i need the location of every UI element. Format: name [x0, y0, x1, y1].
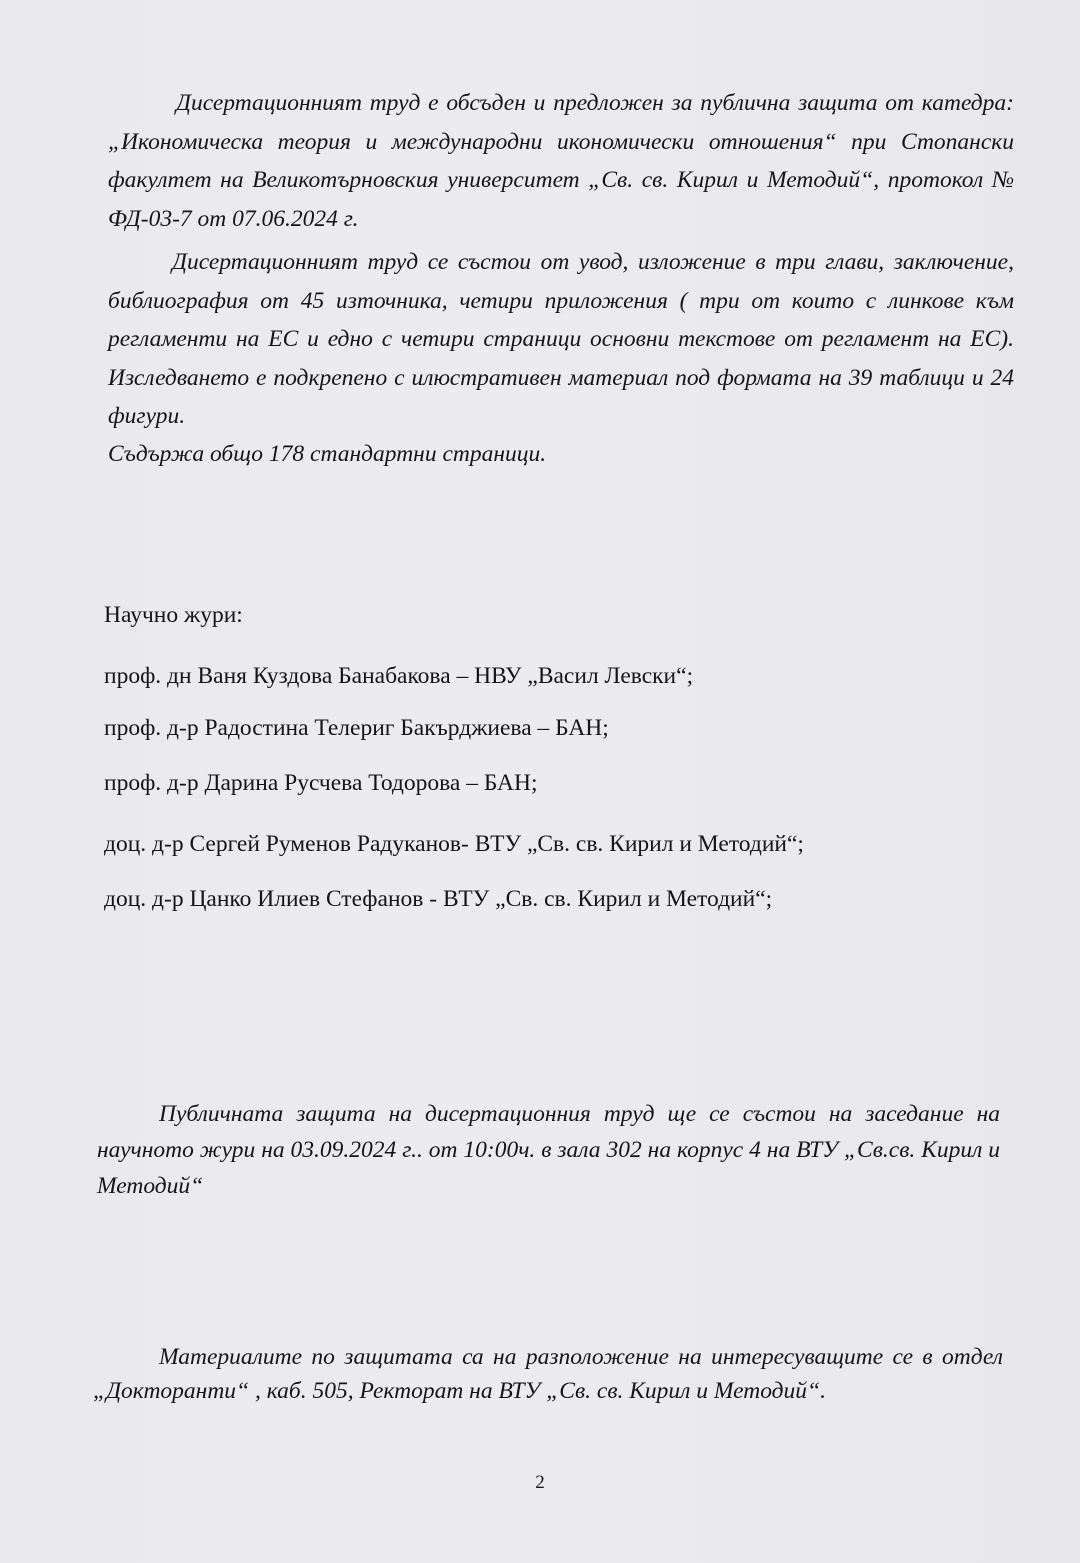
jury-member: доц. д-р Цанко Илиев Стефанов - ВТУ „Св. св. Кирил и Методий“; [104, 886, 773, 912]
jury-member: проф. д-р Радостина Телериг Бакърджиева – БАН; [104, 715, 609, 741]
page-number: 2 [535, 1472, 545, 1493]
paragraph-defense-approval: Дисертационният труд е обсъден и предложен за публична защита от катедра: „Икономическа теория и международни икономически отношения“ при Стопански факултет на Великотърновския университет „Св. св. Кирил и Методий“, протокол № ФД-03-7 от 07.06.2024 г. [108, 90, 1014, 232]
jury-member: проф. д-р Дарина Русчева Тодорова – БАН; [104, 770, 538, 796]
jury-heading: Научно жури: [104, 602, 243, 628]
paragraph-public-defense: Публичната защита на дисертационния труд ще се състои на заседание на научното жури на 03.09.2024 г.. от 10:00ч. в зала 302 на корпус 4 на ВТУ „Св.св. Кирил и Методий“ [97, 1101, 1000, 1199]
paragraph-materials: Материалите по защитата са на разположение на интересуващите се в отдел „Докторанти“ , каб. 505, Ректорат на ВТУ „Св. св. Кирил и Методий“. [93, 1344, 1003, 1404]
jury-member: доц. д-р Сергей Руменов Радуканов- ВТУ „Св. св. Кирил и Методий“; [104, 831, 804, 857]
paragraph-page-count: Съдържа общо 178 стандартни страници. [108, 441, 547, 467]
paragraph-structure: Дисертационният труд се състои от увод, изложение в три глави, заключение, библиография от 45 източника, четири приложения ( три от които с линкове към регламенти на ЕС и едно с четири страници основни текстове от регламент на ЕС). Изследването е подкрепено с илюстративен материал под формата на 39 таблици и 24 фигури. [108, 249, 1014, 429]
jury-member: проф. дн Ваня Куздова Банабакова – НВУ „Васил Левски“; [104, 663, 694, 689]
